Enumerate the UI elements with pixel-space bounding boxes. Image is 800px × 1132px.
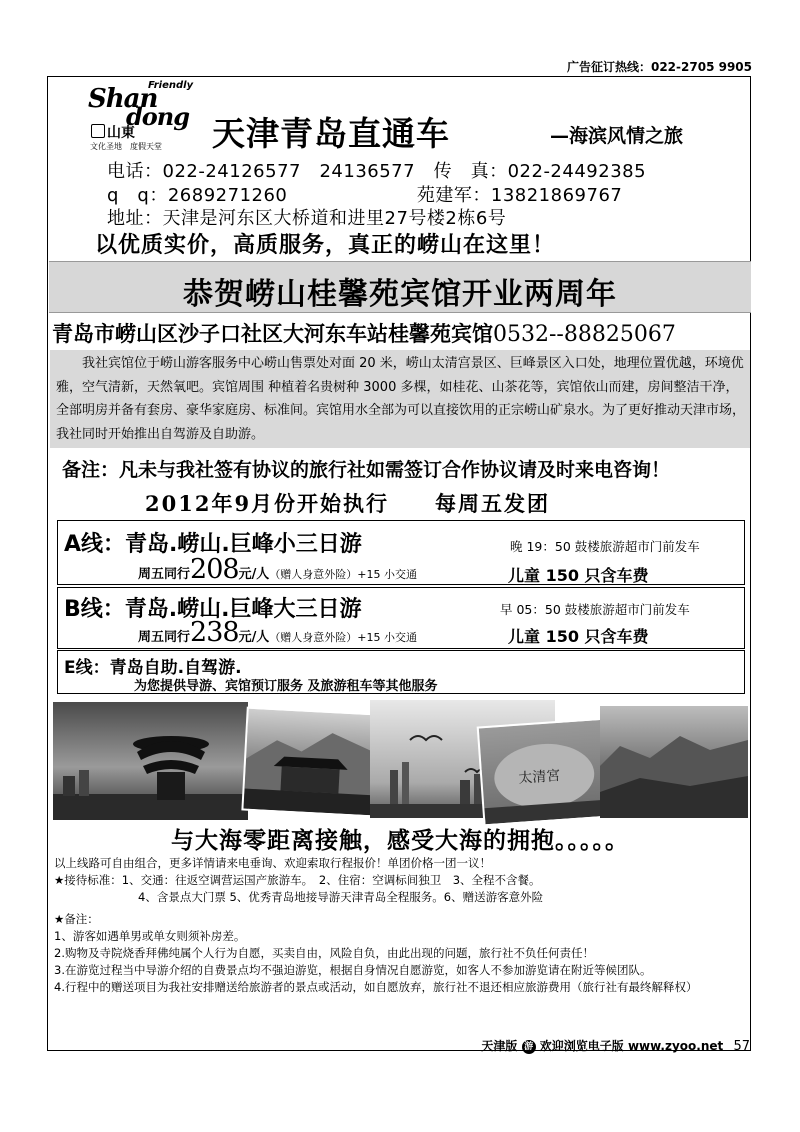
main-title: 天津青岛直通车 [212,114,450,153]
route-a-price-note: （赠人身意外险）+15 小交通 [269,568,418,581]
hotel-phone: 0532--88825067 [493,322,676,347]
footer-edition: 天津版 [481,1039,518,1053]
phone-line: 电话：022-24126577 24136577 传 真：022-24492385 [107,161,647,182]
subtitle: —海滨风情之旅 [550,125,684,147]
anniversary-banner [49,261,751,313]
route-e-box [57,650,745,694]
route-a-title: A线：青岛.崂山.巨峰小三日游 [64,532,362,557]
route-a-depart: 晚 19：50 鼓楼旅游超市门前发车 [510,539,700,554]
route-b-box [57,587,745,649]
photo-temple [241,707,380,818]
route-a-box [57,520,745,585]
hotel-name: 青岛市崂山区沙子口社区大河东车站桂馨苑宾馆 [52,322,493,346]
route-a-price-unit: 元/人 [238,567,270,582]
route-b-price-value: 238 [190,617,239,648]
remark-4: 4.行程中的赠送项目为我社安排赠送给旅游者的景点或活动，如自愿放弃，旅行社不退还相应旅游费用（旅行社有最终解释权） [54,980,698,994]
route-a-child: 儿童 150 只含车费 [508,566,649,585]
remark-2: 2.购物及寺院烧香拜佛纯属个人行为自愿，买卖自由，风险自负，由此出现的问题，旅行社不负任何责任！ [54,946,594,960]
info-standard-1: ★接待标准：1、交通：往返空调营运国产旅游车。 2、住宿：空调标间独卫 3、全程不含餐。 [54,873,541,887]
route-e-title: E线：青岛自助.自驾游. [64,658,242,678]
route-b-price [138,617,417,648]
slogan: 以优质实价，高质服务，真正的崂山在这里！ [95,232,556,258]
info-standard-2: 4、含景点大门票 5、优秀青岛地接导游天津青岛全程服务。6、赠送游客意外险 [138,890,544,904]
footer-badge-icon: 游 [522,1040,536,1054]
logo-friendly: Friendly [148,80,194,91]
route-b-price-note: （赠人身意外险）+15 小交通 [269,631,418,644]
logo-chinese: 山東 [107,125,135,141]
ad-hotline: 广告征订热线：022-2705 9905 [566,60,752,74]
route-b-price-prefix: 周五同行 [138,630,191,645]
logo-seal-icon [91,124,105,138]
remark-3: 3.在游览过程当中导游介绍的自费景点均不强迫游览，根据自身情况自愿游览，如客人不参加游览请在附近等候团队。 [54,963,652,977]
route-a-price [138,554,417,585]
stone-inscription: 太清宮 [517,767,561,787]
remarks-title: ★备注： [54,912,99,926]
route-b-child: 儿童 150 只含车费 [508,627,649,646]
hotel-description: 我社宾馆位于崂山游客服务中心崂山售票处对面 20 米，崂山太清宫景区、巨峰景区入口处，地理位置优越，环境优雅，空气清新，天然氧吧。宾馆周围 种植着名贵树种 3000 多棵，如桂花、山茶花等，宾馆依山而建，房间整洁干净，全部明房并备有套房、豪华家庭房、标准间。宾馆用水全部为可以直接饮用的正宗崂山矿泉水。为了更好推动天津市场，我社同时开始推出自驾游及自助游。 [56,356,746,442]
logo-shan: Shan [88,84,158,114]
info-line1: 以上线路可自由组合，更多详情请来电垂询、欢迎索取行程报价！单团价格一团一议！ [54,856,491,870]
route-b-depart: 早 05：50 鼓楼旅游超市门前发车 [500,602,690,617]
route-a-price-prefix: 周五同行 [138,567,191,582]
route-e-services: 为您提供导游、宾馆预订服务 及旅游租车等其他服务 [134,679,438,694]
route-a-price-value: 208 [190,554,239,585]
info-block [54,855,750,996]
shandong-logo [88,80,198,152]
photo-coastal-rocks [600,706,748,818]
remark-1: 1、游客如遇单男或单女则须补房差。 [54,929,246,943]
logo-dong: dong [126,102,190,131]
route-b-title: B线：青岛.崂山.巨峰大三日游 [64,597,362,622]
photo-may-fourth-square [53,702,248,820]
schedule-line: 2012年9月份开始执行 每周五发团 [145,491,551,516]
qq-line: q q：2689271260 苑建军：13821869767 [107,185,623,206]
partner-note: 备注：凡未与我社签有协议的旅行社如需签订合作协议请及时来电咨询！ [62,459,671,481]
sea-tagline: 与大海零距离接触，感受大海的拥抱。。。。。 [171,828,629,854]
photo-inscribed-stone [477,718,613,827]
logo-tagline: 文化圣地 度假天堂 [90,142,162,151]
footer [481,1037,750,1054]
banner-text: 恭贺崂山桂馨苑宾馆开业两周年 [183,277,617,312]
page-number: 57 [733,1039,750,1054]
route-b-price-unit: 元/人 [238,630,270,645]
footer-url-text[interactable]: 欢迎浏览电子版 www.zyoo.net [539,1039,724,1053]
address-line: 地址：天津是河东区大桥道和进里27号楼2栋6号 [107,208,507,229]
hotel-name-line [52,318,676,348]
